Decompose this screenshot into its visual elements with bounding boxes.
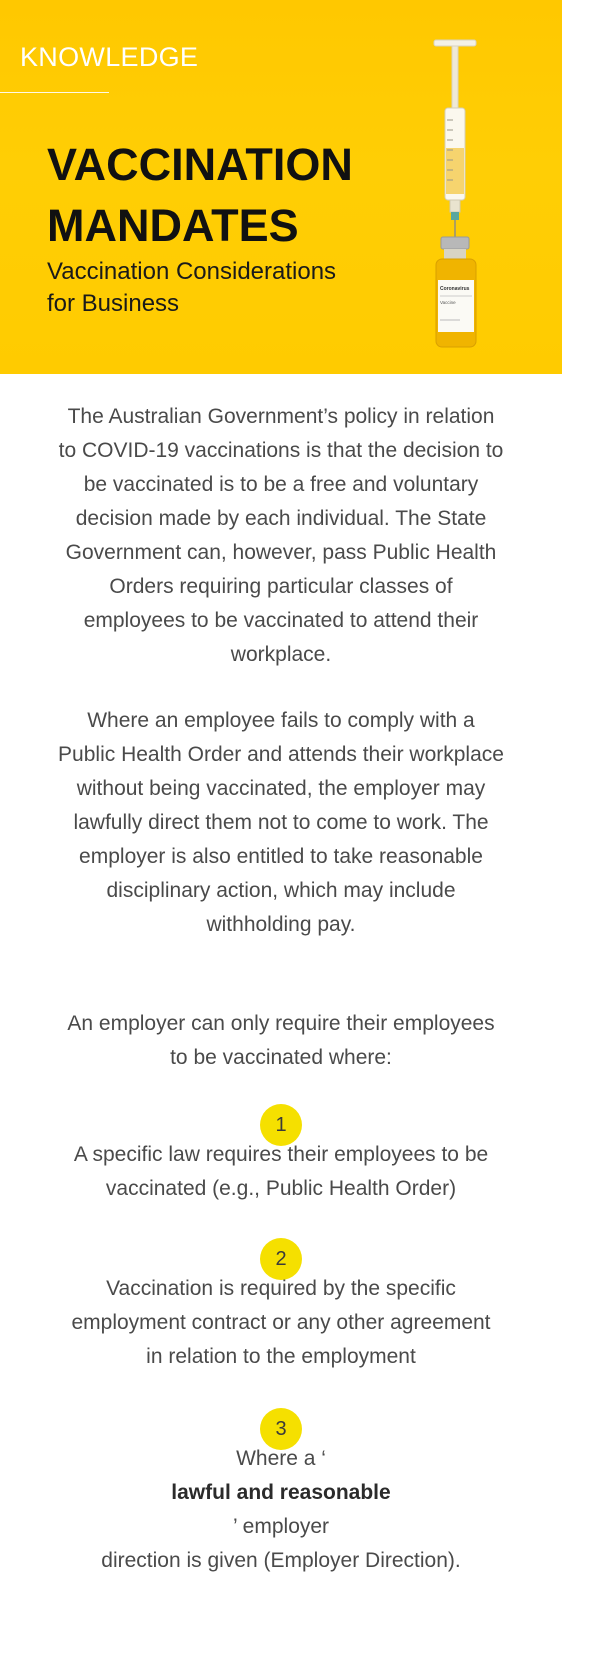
vial-label-line: Coronavirus xyxy=(440,286,470,292)
paragraph-line: Where an employee fails to comply with a xyxy=(87,709,475,732)
condition-text-part: ’ employer xyxy=(232,1515,330,1538)
paragraph-line: An employer can only require their employees xyxy=(67,1012,495,1035)
title-line: VACCINATION xyxy=(47,139,353,190)
paragraph-line: withholding pay. xyxy=(206,913,356,936)
paragraph-line: The Australian Government’s policy in relation xyxy=(67,405,495,428)
title-line: MANDATES xyxy=(47,200,299,251)
condition-text xyxy=(40,1442,522,1578)
paragraph-line: decision made by each individual. The State xyxy=(75,507,487,530)
step-number-badge: 2 xyxy=(260,1238,302,1280)
paragraph-line: to be vaccinated where: xyxy=(170,1046,392,1069)
condition-line: A specific law requires their employees to be xyxy=(73,1143,489,1166)
subtitle-line: for Business xyxy=(47,290,180,317)
step-number-badge: 1 xyxy=(260,1104,302,1146)
vial-label-line: Vaccine xyxy=(440,300,456,305)
paragraph-line: without being vaccinated, the employer may xyxy=(76,777,486,800)
condition-text-part: Where a ‘ xyxy=(236,1447,326,1470)
compliance-paragraph xyxy=(40,704,522,942)
paragraph-line: workplace. xyxy=(230,643,332,666)
step-number-badge: 3 xyxy=(260,1408,302,1450)
syringe-icon xyxy=(434,40,476,255)
page-subtitle xyxy=(47,256,407,320)
paragraph-line: be vaccinated is to be a free and voluntary xyxy=(83,473,479,496)
paragraph-line: lawfully direct them not to come to work. The xyxy=(73,811,489,834)
paragraph-line: Orders requiring particular classes of xyxy=(109,575,453,598)
syringe-vial-icon xyxy=(420,30,510,360)
intro-paragraph xyxy=(40,400,522,672)
paragraph-line: employer is also entitled to take reasonable xyxy=(79,845,483,868)
paragraph-line: employees to be vaccinated to attend their xyxy=(83,609,479,632)
vaccine-vial-icon xyxy=(436,237,476,347)
condition-line: direction is given (Employer Direction). xyxy=(101,1549,461,1572)
kicker-divider xyxy=(0,92,109,93)
paragraph-line: Government can, however, pass Public Health xyxy=(65,541,497,564)
condition-line: Vaccination is required by the specific xyxy=(106,1277,456,1300)
paragraph-line: to COVID-19 vaccinations is that the decision to xyxy=(58,439,504,462)
condition-line xyxy=(40,1442,522,1544)
paragraph-line: Public Health Order and attends their workplace xyxy=(58,743,504,766)
condition-text xyxy=(40,1272,522,1374)
condition-text xyxy=(40,1138,522,1206)
hero-banner xyxy=(0,0,562,374)
paragraph-line: disciplinary action, which may include xyxy=(106,879,456,902)
condition-line: employment contract or any other agreement xyxy=(71,1311,491,1334)
condition-line: vaccinated (e.g., Public Health Order) xyxy=(105,1177,457,1200)
conditions-intro xyxy=(40,1007,522,1075)
page-title xyxy=(47,134,407,256)
condition-line: in relation to the employment xyxy=(146,1345,416,1368)
section-kicker: KNOWLEDGE xyxy=(20,42,199,72)
emphasis-text: lawful and reasonable xyxy=(171,1481,391,1504)
subtitle-line: Vaccination Considerations xyxy=(47,258,337,285)
